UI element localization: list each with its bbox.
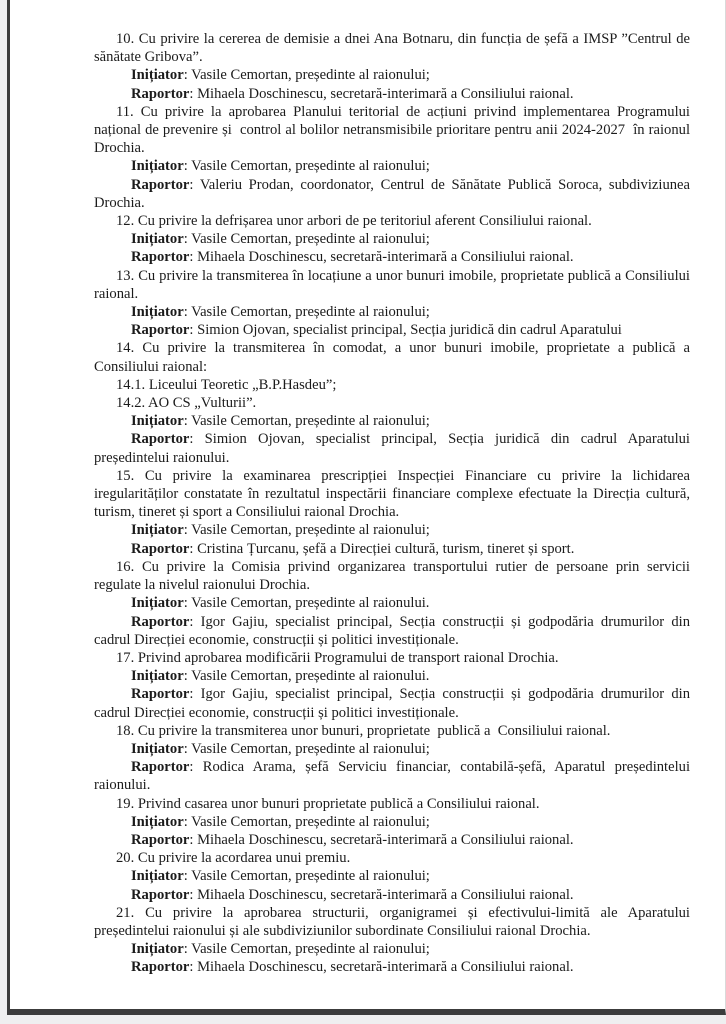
agenda-role-line: Raportor: Rodica Arama, șefă Serviciu financiar, contabilă-șefă, Aparatul președintelui raionului. [94,759,694,794]
agenda-role-line: Inițiator: Vasile Cemortan, președinte al raionului; [131,304,430,321]
agenda-role-line: Raportor: Mihaela Doschinescu, secretară-interimară a Consiliului raional. [131,959,574,976]
role-label: Inițiator [131,158,184,175]
agenda-role-line: Inițiator: Vasile Cemortan, președinte al raionului. [131,668,430,685]
agenda-role-line: Inițiator: Vasile Cemortan, președinte al raionului; [131,67,430,84]
role-label: Inițiator [131,595,184,612]
role-label: Raportor [131,249,190,266]
role-label: Raportor [131,540,190,557]
role-label: Inițiator [131,304,184,321]
role-label: Inițiator [131,813,184,830]
role-label: Raportor [131,959,190,976]
role-label: Inițiator [131,668,184,685]
agenda-role-line: Inițiator: Vasile Cemortan, președinte al raionului; [131,231,430,248]
agenda-role-line: Inițiator: Vasile Cemortan, președinte al raionului; [131,522,430,539]
agenda-role-line: Inițiator: Vasile Cemortan, președinte al raionului; [131,868,430,885]
agenda-item-title: 17. Privind aprobarea modificării Programului de transport raional Drochia. [116,649,559,666]
role-label: Raportor [131,613,190,630]
agenda-role-line: Inițiator: Vasile Cemortan, președinte al raionului; [131,941,430,958]
role-label: Raportor [131,431,190,448]
agenda-role-line: Raportor: Simion Ojovan, specialist principal, Secția juridică din cadrul Aparatului președintelui raionului. [94,431,694,466]
role-label: Inițiator [131,740,184,757]
agenda-role-line: Inițiator: Vasile Cemortan, președinte al raionului. [131,595,430,612]
role-label: Inițiator [131,67,184,84]
document-body [94,30,694,977]
agenda-item-title: 19. Privind casarea unor bunuri proprietate publică a Consiliului raional. [116,795,540,812]
agenda-item-title: 13. Cu privire la transmiterea în locațiune a unor bunuri imobile, proprietate publică a Consiliului raional. [94,267,694,302]
role-label: Inițiator [131,868,184,885]
agenda-item-title: 11. Cu privire la aprobarea Planului teritorial de acțiuni privind implementarea Programului național de prevenire și control al bolilor netransmisibile prioritare pentru anii 2024-2027 în raionul Drochia. [94,103,694,157]
agenda-item-title: 16. Cu privire la Comisia privind organizarea transportului rutier de persoane prin servicii regulate la nivelul raionului Drochia. [94,558,694,594]
agenda-item-title: 10. Cu privire la cererea de demisie a dnei Ana Botnaru, din funcția de șefă a IMSP ”Centrul de sănătate Gribova”. [94,31,694,66]
agenda-role-line: Raportor: Igor Gajiu, specialist principal, Secția construcții și godpodăria drumurilor din cadrul Direcției economie, construcții și politici investiționale. [94,613,694,648]
role-label: Inițiator [131,231,184,248]
role-label: Raportor [131,759,190,776]
role-label: Raportor [131,831,190,848]
agenda-item-title: 14. Cu privire la transmiterea în comodat, a unor bunuri imobile, proprietate a publică a Consiliului raional: [94,340,694,375]
agenda-role-line: Inițiator: Vasile Cemortan, președinte al raionului; [131,740,430,757]
role-label: Inițiator [131,522,184,539]
agenda-sub-item: 14.1. Liceului Teoretic „B.P.Hasdeu”; [116,376,337,393]
role-label: Raportor [131,322,190,339]
agenda-role-line: Raportor: Simion Ojovan, specialist principal, Secția juridică din cadrul Aparatului [131,322,622,339]
role-label: Raportor [131,85,190,102]
agenda-role-line: Raportor: Igor Gajiu, specialist principal, Secția construcții și godpodăria drumurilor din cadrul Direcției economie, construcții și politici investiționale. [94,686,694,721]
agenda-role-line: Inițiator: Vasile Cemortan, președinte al raionului; [131,158,430,175]
role-label: Raportor [131,886,190,903]
agenda-role-line: Inițiator: Vasile Cemortan, președinte al raionului; [131,413,430,430]
agenda-item-title: 12. Cu privire la defrișarea unor arbori de pe teritoriul aferent Consiliului raional. [116,213,592,230]
agenda-role-line: Raportor: Mihaela Doschinescu, secretară-interimară a Consiliului raional. [131,249,574,266]
agenda-role-line: Raportor: Mihaela Doschinescu, secretară-interimară a Consiliului raional. [131,85,574,102]
agenda-role-line: Raportor: Mihaela Doschinescu, secretară-interimară a Consiliului raional. [131,831,574,848]
agenda-role-line: Raportor: Cristina Țurcanu, șefă a Direcției cultură, turism, tineret și sport. [131,540,575,557]
role-label: Inițiator [131,941,184,958]
agenda-item-title: 21. Cu privire la aprobarea structurii, organigramei și efectivului-limită ale Aparatului președintelui raionului și ale subdiviziunilor subordinate Consiliului raional Drochia. [94,904,694,939]
agenda-role-line: Raportor: Valeriu Prodan, coordonator, Centrul de Sănătate Publică Soroca, subdiviziunea Drochia. [94,176,694,211]
role-label: Inițiator [131,413,184,430]
agenda-item-title: 20. Cu privire la acordarea unui premiu. [116,850,351,867]
agenda-item-title: 15. Cu privire la examinarea prescripției Inspecției Financiare cu privire la lichidarea iregularităților constatate în rezultatul inspectării financiare complexe efectuate la Direcția cultură, turism, tineret și sport a Consiliului raional Drochia. [94,467,694,521]
scanned-page [7,0,726,1015]
agenda-item-title: 18. Cu privire la transmiterea unor bunuri, proprietate publică a Consiliului raional. [116,722,611,739]
agenda-role-line: Inițiator: Vasile Cemortan, președinte al raionului; [131,813,430,830]
agenda-role-line: Raportor: Mihaela Doschinescu, secretară-interimară a Consiliului raional. [131,886,574,903]
agenda-sub-item: 14.2. AO CS „Vulturii”. [116,395,257,412]
role-label: Raportor [131,686,190,703]
role-label: Raportor [131,176,190,193]
